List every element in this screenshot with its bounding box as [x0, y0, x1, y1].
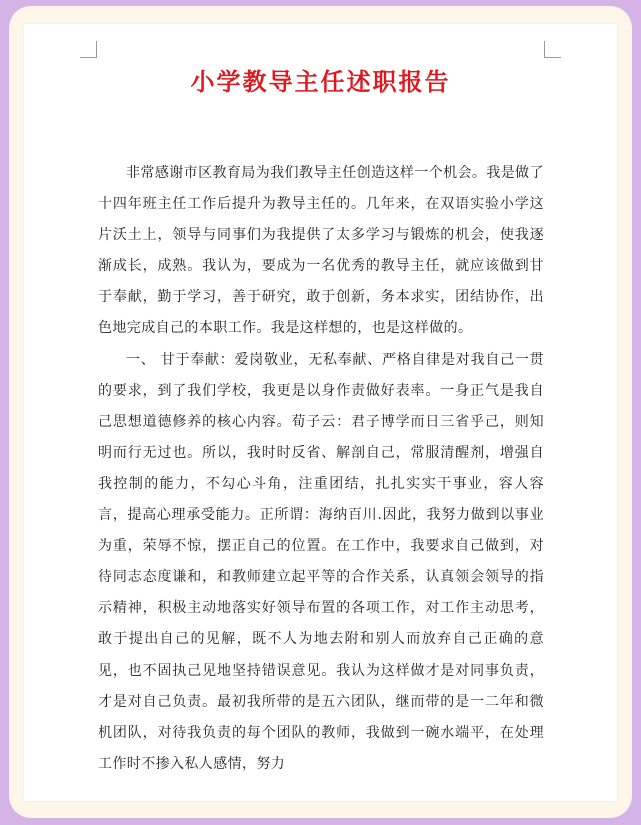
- top-right-margin-marker: [544, 41, 561, 58]
- paragraph-section-one: 一、 甘于奉献：爱岗敬业，无私奉献、严格自律是对我自己一贯的要求，到了我们学校，我更是以身作责做好表率。一身正气是我自己思想道德修养的核心内容。荀子云：君子博学而日三省乎己，则知明而行无过也。所以，我时时反省、解剖自己，常服清醒剂，增强自我控制的能力，不勾心斗角，注重团结，扎扎实实干事业，容人容言，提高心理承受能力。正所谓：海纳百川.因此，我努力做到以事业为重，荣辱不惊，摆正自己的位置。在工作中，我要求自己做到，对待同志态度谦和，和教师建立起平等的合作关系，认真领会领导的指示精神，积极主动地落实好领导布置的各项工作，对工作主动思考，敢于提出自己的见解，既不人为地去附和别人而放弃自己正确的意见，也不固执己见地坚持错误意见。我认为这样做才是对同事负责，才是对自己负责。最初我所带的是五六团队，继而带的是一二年和微机团队，对待我负责的每个团队的教师，我做到一碗水端平，在处理工作时不掺入私人感情，努力: [98, 351, 544, 772]
- document-body: [98, 158, 544, 780]
- document-title: 小学教导主任述职报告: [190, 67, 451, 96]
- top-left-margin-marker: [80, 41, 97, 58]
- paragraph-intro: 非常感谢市区教育局为我们教导主任创造这样一个机会。我是做了十四年班主任工作后提升为教导主任的。几年来，在双语实验小学这片沃土上，领导与同事们为我提供了太多学习与锻炼的机会，使我逐渐成长，成熟。我认为，要成为一名优秀的教导主任，就应该做到甘于奉献，勤于学习，善于研究，敢于创新，务本求实，团结协作，出色地完成自己的本职工作。我是这样想的，也是这样做的。: [98, 165, 544, 337]
